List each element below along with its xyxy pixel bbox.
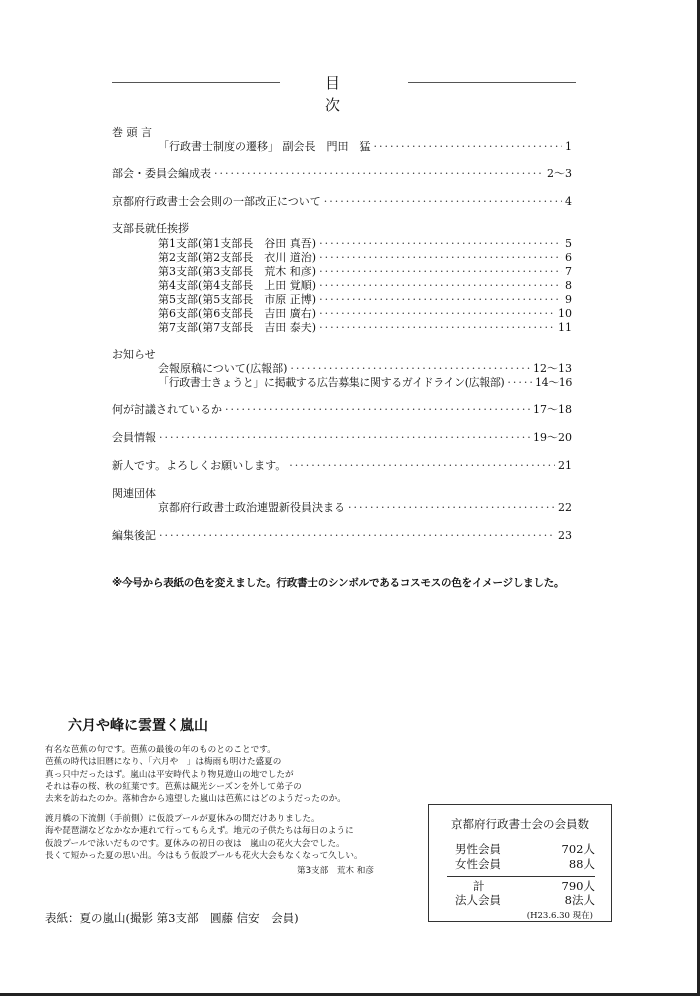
leader-dots — [319, 321, 555, 335]
leader-dots — [289, 459, 555, 473]
toc-entry-label: 第4支部(第4支部長 上田 覚順) — [158, 279, 317, 292]
toc-entry-page: 4 — [565, 195, 572, 208]
essay-line: 真っ只中だったはず。嵐山は平安時代より物見遊山の地でしたが — [45, 769, 294, 780]
member-row-female — [455, 857, 595, 872]
essay-line: 渡月橋の下流側（手前側）に仮設プールが夏休みの間だけありました。 — [45, 814, 320, 824]
toc-heading-related: 関連団体 — [112, 487, 156, 500]
title-rule-right — [408, 82, 576, 83]
toc-entry[interactable] — [158, 251, 572, 265]
leader-dots — [324, 195, 562, 209]
member-value: 8法人 — [564, 893, 595, 907]
member-as-of-date: (H23.6.30 現在) — [526, 911, 593, 921]
leader-dots — [225, 403, 530, 417]
toc-entry-page: 22 — [558, 501, 572, 514]
toc-entry-page: 21 — [558, 459, 572, 472]
leader-dots — [319, 265, 562, 279]
member-label: 法人会員 — [455, 893, 501, 907]
toc-entry-page: 23 — [558, 529, 572, 542]
leader-dots — [507, 376, 532, 390]
toc-entry[interactable] — [158, 279, 572, 293]
toc-entry-label: 会員情報 — [112, 431, 156, 444]
member-row-male — [455, 842, 595, 857]
toc-entry[interactable] — [158, 265, 572, 279]
toc-entry-page: 11 — [558, 321, 572, 334]
leader-dots — [159, 431, 530, 445]
toc-heading-branch: 支部長就任挨拶 — [112, 222, 189, 235]
leader-dots — [214, 167, 544, 181]
toc-entry-label: 第5支部(第5支部長 市原 正博) — [158, 293, 317, 306]
toc-entry-page: 5 — [565, 237, 572, 250]
member-row-corp — [455, 893, 595, 908]
toc-entry-page: 10 — [558, 307, 572, 320]
leader-dots — [290, 362, 530, 376]
toc-entry[interactable] — [112, 403, 572, 417]
toc-entry-label: 京都府行政書士政治連盟新役員決まる — [158, 501, 345, 514]
toc-heading-foreword: 巻 頭 言 — [112, 126, 152, 139]
leader-dots — [159, 529, 555, 543]
toc-entry-label: 「行政書士きょうと」に掲載する広告募集に関するガイドライン(広報部) — [158, 376, 505, 389]
toc-entry-page: 12〜13 — [533, 362, 572, 375]
toc-entry[interactable] — [112, 195, 572, 209]
toc-entry[interactable] — [112, 529, 572, 543]
essay-line: 長くて短かった夏の思い出。今はもう仮設プールも花火大会もなくなって久しい。 — [45, 850, 363, 861]
member-row-total — [455, 879, 595, 894]
member-value: 88人 — [568, 857, 595, 871]
toc-entry-page: 6 — [565, 251, 572, 264]
essay-paragraph-2 — [45, 813, 363, 862]
cover-color-note: ※今号から表紙の色を変えました。行政書士のシンボルであるコスモスの色をイメージしました。 — [112, 577, 565, 589]
toc-entry-label: 編集後記 — [112, 529, 156, 542]
toc-entry-page: 1 — [565, 140, 572, 153]
toc-entry[interactable] — [158, 307, 572, 321]
toc-entry[interactable] — [112, 431, 572, 445]
essay-line: 芭蕉の時代は旧暦になり、「六月や 」は梅雨も明けた盛夏の — [45, 757, 282, 768]
toc-entry[interactable] — [158, 321, 572, 335]
member-value: 790人 — [561, 879, 595, 893]
toc-entry-label: 部会・委員会編成表 — [112, 167, 211, 180]
toc-entry-page: 19〜20 — [533, 431, 572, 444]
toc-entry-label: 京都府行政書士会会則の一部改正について — [112, 195, 321, 208]
leader-dots — [319, 293, 562, 307]
toc-entry-label: 第3支部(第3支部長 荒木 和彦) — [158, 265, 317, 278]
member-value: 702人 — [561, 842, 595, 856]
cover-caption: 表紙：夏の嵐山(撮影 第3支部 圓藤 信安 会員) — [45, 911, 299, 925]
essay-line: それは春の桜、秋の紅葉です。芭蕉は観光シーズンを外して弟子の — [45, 781, 302, 792]
toc-entry[interactable] — [158, 501, 572, 515]
toc-entry[interactable] — [158, 293, 572, 307]
page-title: 目次 — [324, 74, 386, 114]
toc-entry-label: 何が討議されているか — [112, 403, 222, 416]
toc-entry-label: 「行政書士制度の遷移」 副会長 門田 猛 — [158, 140, 371, 153]
toc-entry-page: 14〜16 — [535, 376, 572, 389]
essay-line: 海や琵琶湖などなかなか連れて行ってもらえず。地元の子供たちは毎日のように — [45, 826, 354, 837]
toc-entry-label: 新人です。よろしくお願いします。 — [112, 459, 287, 472]
leader-dots — [319, 237, 562, 251]
toc-entry[interactable] — [158, 362, 572, 376]
member-label: 計 — [473, 879, 485, 893]
toc-entry-page: 2〜3 — [547, 167, 572, 180]
member-label: 男性会員 — [455, 842, 501, 856]
member-divider — [447, 876, 595, 877]
toc-heading-notice: お知らせ — [112, 348, 156, 361]
toc-entry[interactable] — [112, 459, 572, 473]
leader-dots — [319, 307, 555, 321]
toc-entry-page: 7 — [565, 265, 572, 278]
toc-title-row — [112, 72, 576, 114]
leader-dots — [319, 251, 562, 265]
essay-signature: 第3支部 荒木 和彦 — [297, 866, 374, 876]
essay-paragraph-1 — [45, 744, 346, 805]
toc-entry-label: 第6支部(第6支部長 吉田 廣右) — [158, 307, 317, 320]
toc-entry-page: 8 — [565, 279, 572, 292]
leader-dots — [319, 279, 562, 293]
essay-line: 仮設プールで泳いだものです。夏休みの初日の夜は 嵐山の花火大会でした。 — [45, 838, 345, 849]
toc-entry-label: 第1支部(第1支部長 谷田 真吾) — [158, 237, 317, 250]
essay-line: 去来を訪ねたのか。落柿舎から遠望した嵐山は芭蕉にはどのようだったのか。 — [45, 794, 346, 805]
member-label: 女性会員 — [455, 857, 501, 871]
title-rule-left — [112, 82, 280, 83]
member-count-title: 京都府行政書士会の会員数 — [451, 817, 589, 831]
leader-dots — [348, 501, 555, 515]
haiku-title: 六月や峰に雲置く嵐山 — [68, 718, 208, 734]
member-count-box — [428, 804, 612, 922]
leader-dots — [374, 140, 563, 154]
toc-entry-label: 会報原稿について(広報部) — [158, 362, 288, 375]
toc-entry-label: 第2支部(第2支部長 衣川 道治) — [158, 251, 317, 264]
toc-entry[interactable] — [158, 376, 572, 390]
toc-entry-label: 第7支部(第7支部長 吉田 泰夫) — [158, 321, 317, 334]
toc-entry[interactable] — [112, 167, 572, 181]
toc-entry[interactable] — [158, 140, 572, 154]
toc-entry-page: 17〜18 — [533, 403, 572, 416]
essay-line: 有名な芭蕉の句です。芭蕉の最後の年のものとのことです。 — [45, 745, 276, 755]
toc-entry-page: 9 — [565, 293, 572, 306]
toc-entry[interactable] — [158, 237, 572, 251]
